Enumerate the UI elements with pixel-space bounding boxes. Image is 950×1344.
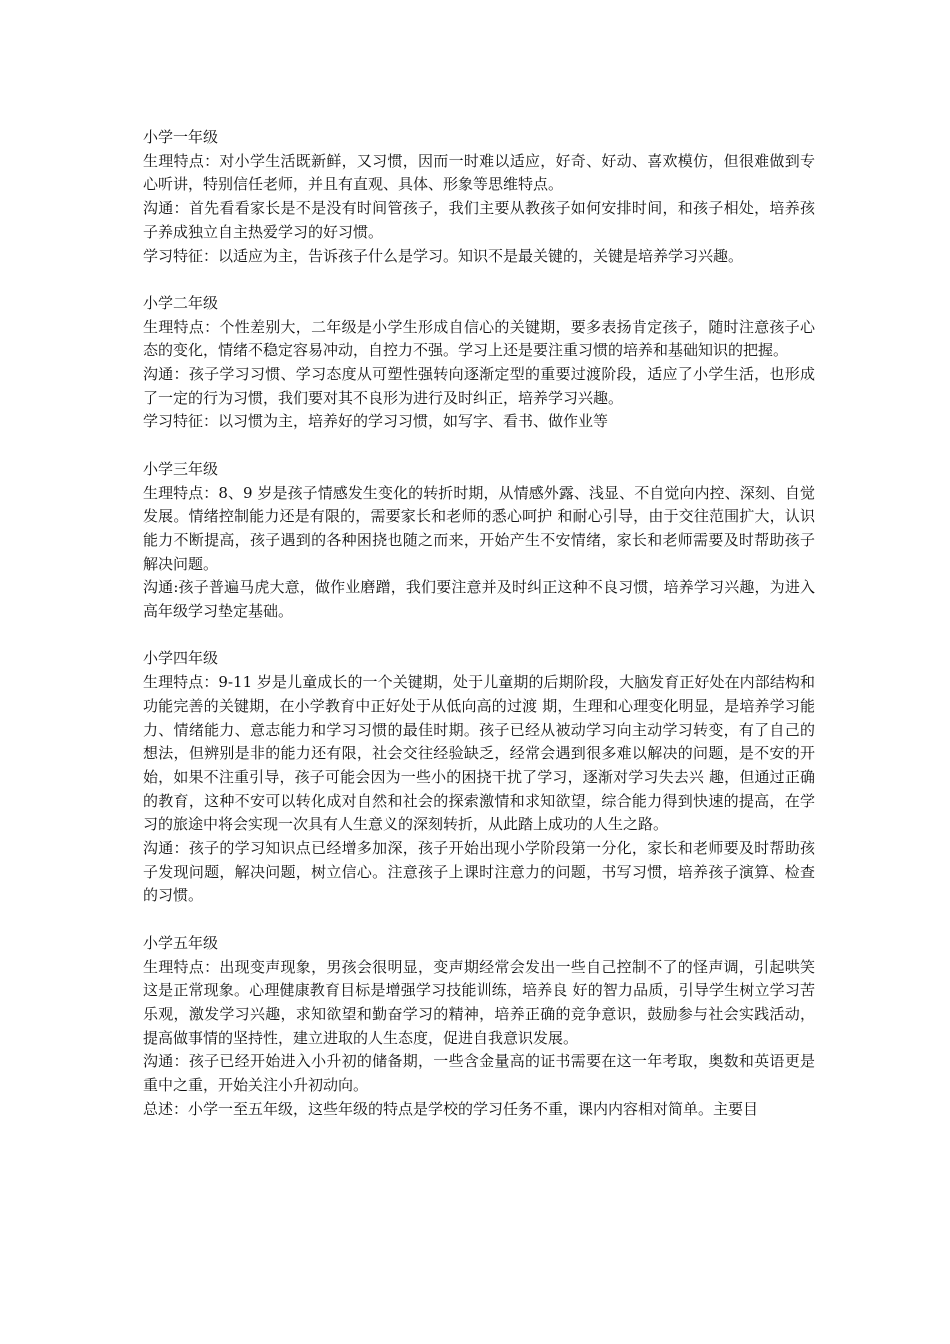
- section-grade-5: [143, 932, 815, 1122]
- section-title: 小学五年级: [143, 933, 219, 952]
- paragraph-physiology: 生理特点：8、9 岁是孩子情感发生变化的转折时期，从情感外露、浅显、不自觉向内控、深刻、自觉发展。情绪控制能力还是有限的，需要家长和老师的悉心呵护 和耐心引导，由于交往范围扩大，认识能力不断提高，孩子遇到的各种困挠也随之而来，开始产生不安情绪，家长和老师需要及时帮助孩子解决问题。: [143, 483, 815, 573]
- section-title: 小学一年级: [143, 128, 219, 146]
- section-grade-4: [143, 647, 815, 908]
- section-title: 小学三年级: [143, 459, 219, 478]
- section-title: 小学二年级: [143, 293, 219, 312]
- paragraph-summary: 总述：小学一至五年级，这些年级的特点是学校的学习任务不重，课内内容相对简单。主要目: [143, 1099, 759, 1118]
- paragraph-communication: 沟通:孩子普遍马虎大意，做作业磨蹭，我们要注意并及时纠正这种不良习惯，培养学习兴趣，为进入高年级学习垫定基础。: [143, 578, 815, 621]
- paragraph-communication: 沟通：首先看看家长是不是没有时间管孩子，我们主要从教孩子如何安排时间，和孩子相处，培养孩子养成独立自主热爱学习的好习惯。: [143, 199, 815, 241]
- paragraph-physiology: 生理特点：出现变声现象，男孩会很明显，变声期经常会发出一些自己控制不了的怪声调，引起哄笑这是正常现象。心理健康教育目标是增强学习技能训练，培养良 好的智力品质，引导学生树立学习苦乐观，激发学习兴趣，求知欲望和勤奋学习的精神，培养正确的竞争意识，鼓励参与社会实践活动，提高做事情的坚持性，建立进取的人生态度，促进自我意识发展。: [143, 957, 815, 1047]
- paragraph-learning: 学习特征：以习惯为主，培养好的学习习惯，如写字、看书、做作业等: [143, 412, 609, 431]
- section-grade-3: [143, 458, 815, 624]
- paragraph-communication: 沟通：孩子学习习惯、学习态度从可塑性强转向逐渐定型的重要过渡阶段，适应了小学生活，也形成了一定的行为习惯，我们要对其不良形为进行及时纠正，培养学习兴趣。: [143, 365, 815, 407]
- document-page: [143, 126, 815, 1145]
- section-title: 小学四年级: [143, 649, 219, 668]
- paragraph-communication: 沟通：孩子已经开始进入小升初的储备期，一些含金量高的证书需要在这一年考取，奥数和英语更是重中之重，开始关注小升初动向。: [143, 1052, 815, 1095]
- section-grade-2: [143, 292, 815, 434]
- paragraph-learning: 学习特征：以适应为主，告诉孩子什么是学习。知识不是最关键的，关键是培养学习兴趣。: [143, 246, 744, 265]
- section-grade-1: [143, 126, 815, 268]
- paragraph-physiology: 生理特点：个性差别大，二年级是小学生形成自信心的关键期，要多表扬肯定孩子，随时注意孩子心态的变化，情绪不稳定容易冲动，自控力不强。学习上还是要注重习惯的培养和基础知识的把握。: [143, 317, 815, 360]
- paragraph-physiology: 生理特点：对小学生活既新鲜，又习惯，因而一时难以适应，好奇、好动、喜欢模仿，但很难做到专心听讲，特别信任老师，并且有直观、具体、形象等思维特点。: [143, 151, 815, 194]
- paragraph-physiology: 生理特点：9-11 岁是儿童成长的一个关键期，处于儿童期的后期阶段，大脑发育正好处在内部结构和功能完善的关键期，在小学教育中正好处于从低向高的过渡 期，生理和心理变化明显，是培养学习能力、情绪能力、意志能力和学习习惯的最佳时期。孩子已经从被动学习向主动学习转变，有了自己的想法，但辨别是非的能力还有限，社会交往经验缺乏，经常会遇到很多难以解决的问题，是不安的开始，如果不注重引导，孩子可能会因为一些小的困挠干扰了学习，逐渐对学习失去兴 趣，但通过正确的教育，这种不安可以转化成对自然和社会的探索激情和求知欲望，综合能力得到快速的提高，在学习的旅途中将会实现一次具有人生意义的深刻转折，从此踏上成功的人生之路。: [143, 673, 815, 834]
- paragraph-communication: 沟通：孩子的学习知识点已经增多加深，孩子开始出现小学阶段第一分化，家长和老师要及时帮助孩子发现问题，解决问题，树立信心。注意孩子上课时注意力的问题，书写习惯，培养孩子演算、检查的习惯。: [143, 839, 815, 905]
